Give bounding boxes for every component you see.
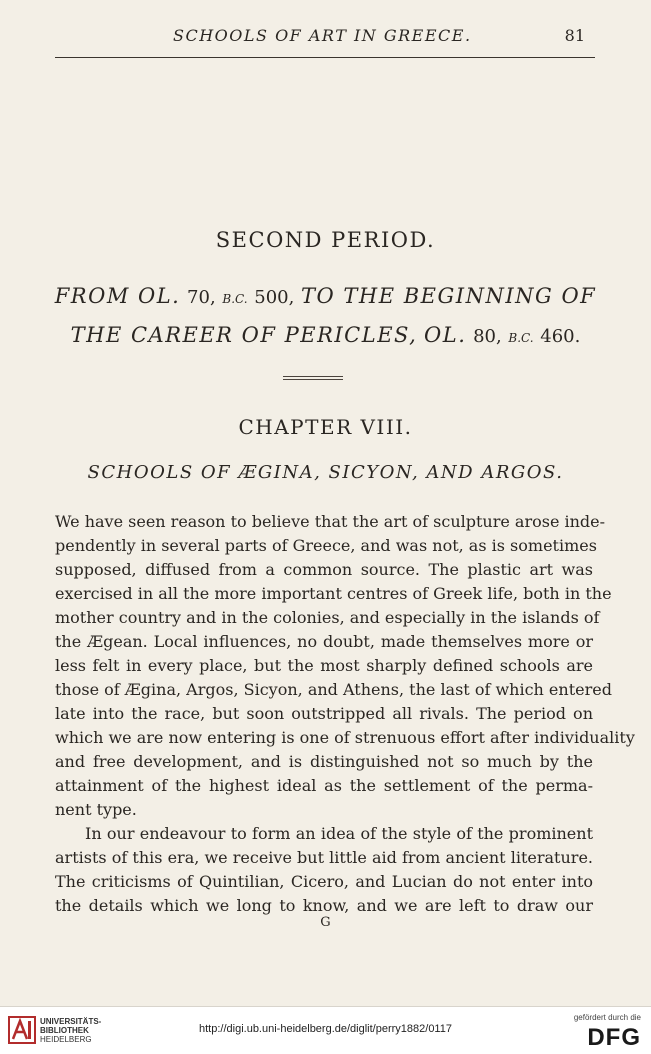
institution-name: UNIVERSITÄTS- BIBLIOTHEK HEIDELBERG (40, 1017, 102, 1044)
body-line: The criticisms of Quintilian, Cicero, and Lucian do not enter into (55, 872, 593, 891)
body-line: and free development, and is distinguished not so much by the (55, 752, 593, 771)
double-rule-divider (283, 376, 343, 381)
body-line: the details which we long to know, and we are left to draw our (55, 896, 593, 915)
body-line: exercised in all the more important centres of Greek life, both in the (55, 584, 612, 603)
viewer-footer (0, 1006, 651, 1054)
body-line: In our endeavour to form an idea of the style of the prominent (85, 824, 593, 843)
dfg-logo: DFG (587, 1024, 641, 1051)
running-head (55, 26, 595, 48)
section-heading: SECOND PERIOD. (215, 228, 436, 252)
funded-by-label: gefördert durch die (573, 1013, 641, 1022)
body-line: late into the race, but soon outstripped all rivals. The period on (55, 704, 593, 723)
period-heading-line-1: FROM OL. 70, B.C. 500, TO THE BEGINNING OF (54, 284, 597, 308)
body-line: the Ægean. Local influences, no doubt, made themselves more or (55, 632, 593, 651)
body-line: which we are now entering is one of strenuous effort after individuality (55, 728, 635, 747)
body-line: pendently in several parts of Greece, and was not, as is sometimes (55, 536, 597, 555)
period-heading-line-2: THE CAREER OF PERICLES, OL. 80, B.C. 460. (70, 323, 581, 347)
body-line: artists of this era, we receive but little aid from ancient literature. (55, 848, 593, 867)
permalink-url[interactable]: http://digi.ub.uni-heidelberg.de/diglit/perry1882/0117 (199, 1023, 452, 1035)
body-line: mother country and in the colonies, and especially in the islands of (55, 608, 600, 627)
body-line: nent type. (55, 800, 137, 819)
header-rule (55, 57, 595, 58)
signature-mark: G (320, 915, 331, 930)
chapter-title: CHAPTER VIII. (238, 415, 413, 439)
body-line: attainment of the highest ideal as the settlement of the perma- (55, 776, 593, 795)
body-line: less felt in every place, but the most sharply defined schools are (55, 656, 593, 675)
body-line: supposed, diffused from a common source. The plastic art was (55, 560, 593, 579)
chapter-subtitle: SCHOOLS OF ÆGINA, SICYON, AND ARGOS. (87, 462, 564, 483)
body-line: We have seen reason to believe that the art of sculpture arose inde- (55, 512, 606, 531)
page-number: 81 (564, 26, 585, 45)
body-line: those of Ægina, Argos, Sicyon, and Athens, the last of which entered (55, 680, 612, 699)
running-title: SCHOOLS OF ART IN GREECE. (173, 26, 472, 45)
